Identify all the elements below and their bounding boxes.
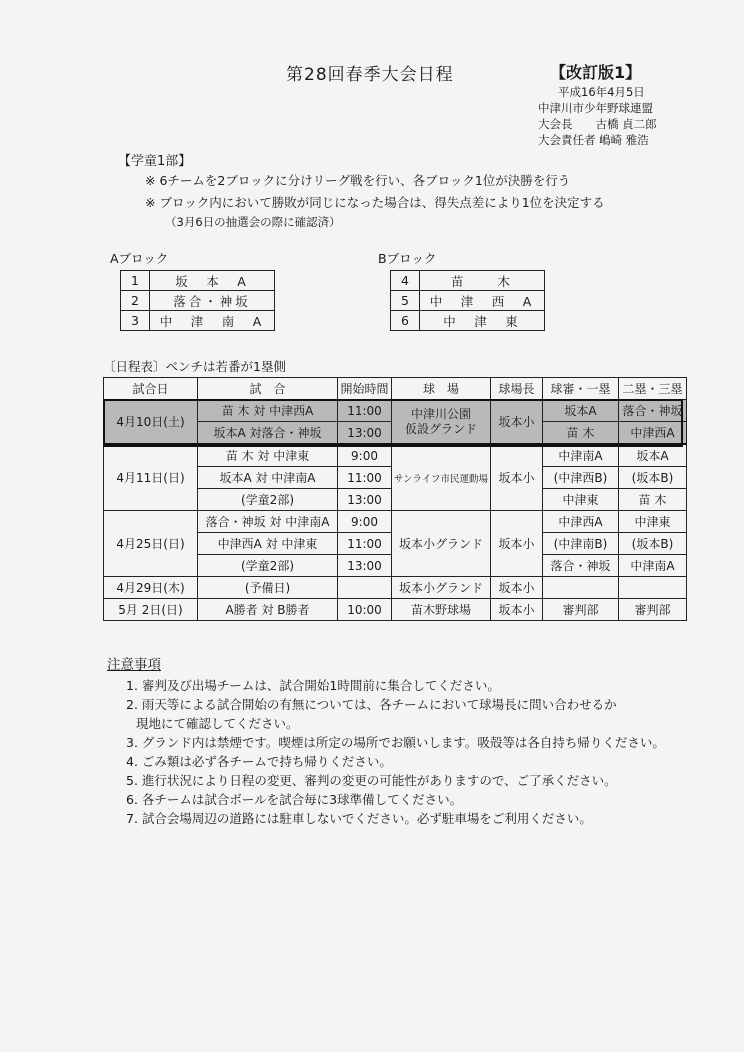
team-name: 中 津 東 xyxy=(420,311,545,331)
game-time: 11:00 xyxy=(338,467,392,489)
umpire-1: 中津西A xyxy=(542,511,618,533)
page-title: 第28回春季大会日程 xyxy=(286,65,454,85)
team-number: 1 xyxy=(121,271,150,291)
game-time: 11:00 xyxy=(338,400,392,422)
game-match: (学童2部) xyxy=(198,489,338,511)
column-header: 球 場 xyxy=(392,378,491,400)
umpire-2 xyxy=(618,577,686,599)
umpire-1: 審判部 xyxy=(542,599,618,621)
team-name: 落合・神坂 xyxy=(150,291,275,311)
game-time: 13:00 xyxy=(338,422,392,445)
rule-note: ※ ブロック内において勝敗が同じになった場合は、得失点差により1位を決定する xyxy=(145,195,605,210)
rule-note: ※ 6チームを2ブロックに分けリーグ戦を行い、各ブロック1位が決勝を行う xyxy=(145,173,571,188)
column-header: 試合日 xyxy=(104,378,198,400)
umpire-2: 中津東 xyxy=(618,511,686,533)
umpire-1: (中津南B) xyxy=(542,533,618,555)
game-field: 中津川公園 仮設グランド xyxy=(392,400,491,445)
caution-item: 6. 各チームは試合ボールを試合毎に3球準備してください。 xyxy=(126,792,463,807)
umpire-2: 苗 木 xyxy=(618,489,686,511)
team-name: 苗 木 xyxy=(420,271,545,291)
game-match: (学童2部) xyxy=(198,555,338,577)
game-time: 9:00 xyxy=(338,511,392,533)
block-b-label: Bブロック xyxy=(378,251,437,266)
umpire-2: 坂本A xyxy=(618,444,686,467)
game-field: サンライフ市民運動場 xyxy=(392,444,491,511)
game-date: 4月10日(土) xyxy=(104,400,198,445)
game-match: (予備日) xyxy=(198,577,338,599)
game-time: 10:00 xyxy=(338,599,392,621)
game-match: 中津西A 対 中津東 xyxy=(198,533,338,555)
caution-list xyxy=(126,676,665,828)
caution-title: 注意事項 xyxy=(107,657,161,673)
umpire-1: 坂本A xyxy=(542,400,618,422)
team-row xyxy=(121,291,275,311)
block-a-table xyxy=(120,270,275,331)
game-match: 坂本A 対落合・神坂 xyxy=(198,422,338,445)
umpire-1: 苗 木 xyxy=(542,422,618,445)
manager-name: 大会責任者 嶋崎 雅浩 xyxy=(538,133,649,147)
umpire-2: 落合・神坂 xyxy=(618,400,686,422)
field-manager: 坂本小 xyxy=(490,599,542,621)
umpire-1: 中津東 xyxy=(542,489,618,511)
game-time: 13:00 xyxy=(338,555,392,577)
issue-date: 平成16年4月5日 xyxy=(558,85,645,99)
schedule-header-row xyxy=(104,378,687,400)
team-row xyxy=(391,271,545,291)
game-field: 坂本小グランド xyxy=(392,577,491,599)
game-match: 坂本A 対 中津南A xyxy=(198,467,338,489)
game-date: 5月 2日(日) xyxy=(104,599,198,621)
game-time: 9:00 xyxy=(338,444,392,467)
team-number: 2 xyxy=(121,291,150,311)
team-row xyxy=(391,311,545,331)
field-manager: 坂本小 xyxy=(490,577,542,599)
column-header: 球審・一塁 xyxy=(542,378,618,400)
caution-item: 3. グランド内は禁煙です。喫煙は所定の場所でお願いします。吸殻等は各自持ち帰りください。 xyxy=(126,735,665,750)
team-name: 坂 本 A xyxy=(150,271,275,291)
game-date: 4月25日(日) xyxy=(104,511,198,577)
game-match: A勝者 対 B勝者 xyxy=(198,599,338,621)
game-date: 4月29日(木) xyxy=(104,577,198,599)
umpire-2: (坂本B) xyxy=(618,533,686,555)
team-row xyxy=(391,291,545,311)
issuer-info xyxy=(538,84,657,148)
block-b-table xyxy=(390,270,545,331)
table-row xyxy=(104,599,687,621)
game-match: 苗 木 対 中津西A xyxy=(198,400,338,422)
section-title: 【学童1部】 xyxy=(118,154,192,169)
team-row xyxy=(121,271,275,291)
caution-item: 7. 試合会場周辺の道路には駐車しないでください。必ず駐車場をご利用ください。 xyxy=(126,811,592,826)
rule-note: （3月6日の抽選会の際に確認済） xyxy=(165,215,341,229)
caution-item: 4. ごみ類は必ず各チームで持ち帰りください。 xyxy=(126,754,392,769)
caution-item: 5. 進行状況により日程の変更、審判の変更の可能性がありますので、ご了承ください。 xyxy=(126,773,617,788)
caution-item: 現地にて確認してください。 xyxy=(136,716,299,731)
column-header: 開始時間 xyxy=(338,378,392,400)
game-time xyxy=(338,577,392,599)
schedule-table xyxy=(103,377,687,621)
game-field: 苗木野球場 xyxy=(392,599,491,621)
field-manager: 坂本小 xyxy=(490,444,542,511)
team-number: 4 xyxy=(391,271,420,291)
column-header: 試 合 xyxy=(198,378,338,400)
umpire-1: (中津西B) xyxy=(542,467,618,489)
umpire-2: 中津西A xyxy=(618,422,686,445)
table-row xyxy=(104,400,687,422)
team-number: 6 xyxy=(391,311,420,331)
game-match: 落合・神坂 対 中津南A xyxy=(198,511,338,533)
caution-item: 2. 雨天等による試合開始の有無については、各チームにおいて球場長に問い合わせるか xyxy=(126,697,617,712)
game-time: 11:00 xyxy=(338,533,392,555)
revision-label: 【改訂版1】 xyxy=(550,63,642,82)
game-match: 苗 木 対 中津東 xyxy=(198,444,338,467)
column-header: 二塁・三塁 xyxy=(618,378,686,400)
caution-item: 1. 審判及び出場チームは、試合開始1時間前に集合してください。 xyxy=(126,678,500,693)
schedule-title: 〔日程表〕ベンチは若番が1塁側 xyxy=(103,359,286,374)
table-row xyxy=(104,511,687,533)
game-time: 13:00 xyxy=(338,489,392,511)
umpire-1: 中津南A xyxy=(542,444,618,467)
field-manager: 坂本小 xyxy=(490,400,542,445)
organization-name: 中津川市少年野球連盟 xyxy=(538,101,653,115)
umpire-2: 審判部 xyxy=(618,599,686,621)
team-name: 中 津 南 A xyxy=(150,311,275,331)
umpire-1: 落合・神坂 xyxy=(542,555,618,577)
team-name: 中 津 西 A xyxy=(420,291,545,311)
column-header: 球場長 xyxy=(490,378,542,400)
table-row xyxy=(104,444,687,467)
field-manager: 坂本小 xyxy=(490,511,542,577)
umpire-1 xyxy=(542,577,618,599)
umpire-2: (坂本B) xyxy=(618,467,686,489)
team-row xyxy=(121,311,275,331)
president-name: 大会長 古橋 貞二郎 xyxy=(538,117,657,131)
game-date: 4月11日(日) xyxy=(104,444,198,511)
block-a-label: Aブロック xyxy=(110,251,169,266)
table-row xyxy=(104,577,687,599)
game-field: 坂本小グランド xyxy=(392,511,491,577)
umpire-2: 中津南A xyxy=(618,555,686,577)
team-number: 5 xyxy=(391,291,420,311)
team-number: 3 xyxy=(121,311,150,331)
